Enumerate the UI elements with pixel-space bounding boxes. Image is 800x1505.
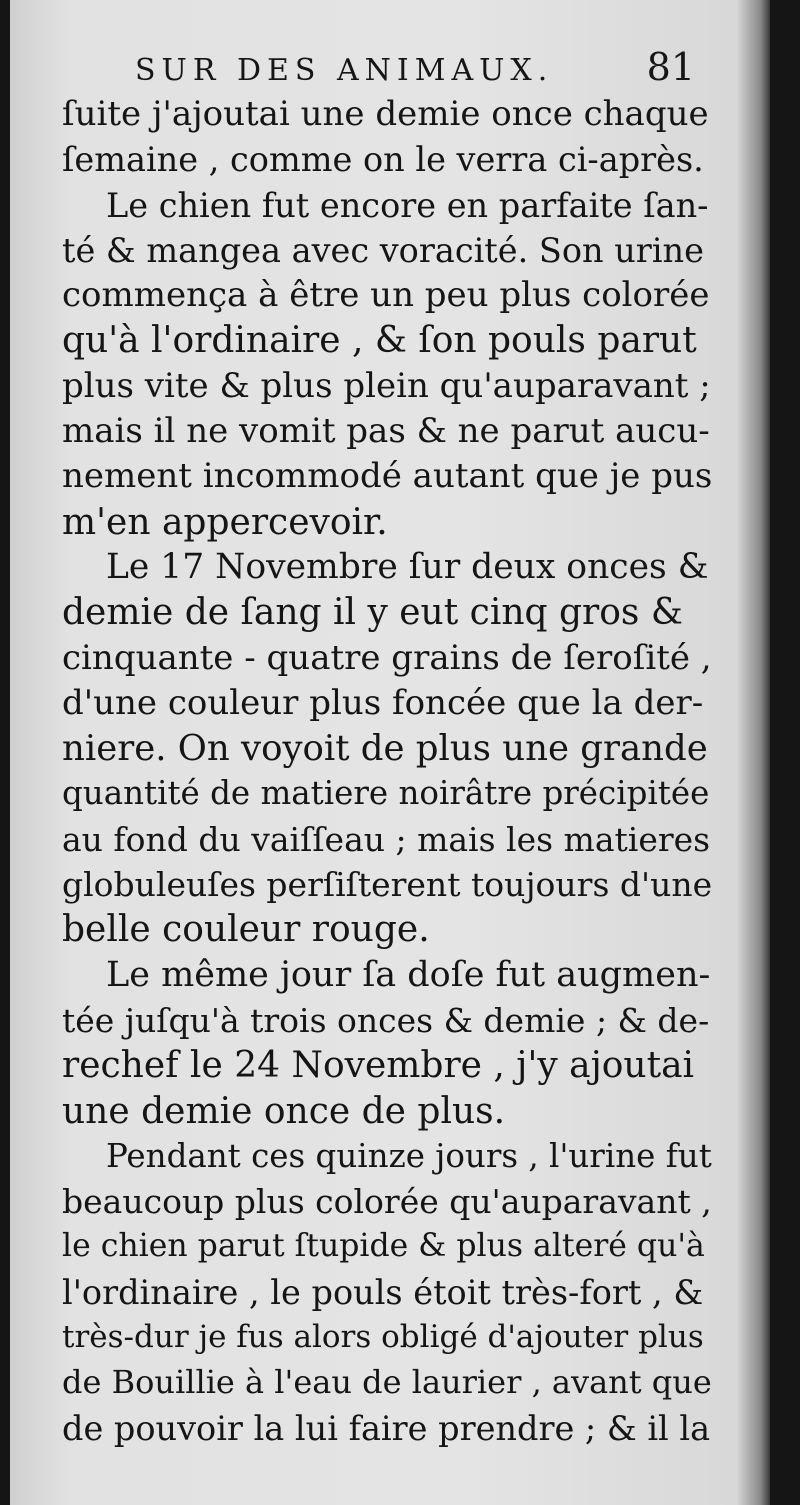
paragraph-start-line: Le 17 Novembre ſur deux onces & [106,546,709,587]
page-header [135,45,695,95]
text-line: demie de ſang il y eut cinq gros & [62,592,683,634]
text-line: belle couleur rouge. [62,909,430,951]
text-line: commença à être un peu plus colorée [62,275,710,316]
text-line: plus vite & plus plein qu'auparavant ; [62,365,711,406]
text-line: de Bouillie à l'eau de laurier , avant que [62,1363,712,1402]
text-line: le chien parut ſtupide & plus alteré qu'à [62,1228,705,1265]
page-edge-shadow [738,0,770,1505]
text-line: niere. On voyoit de plus une grande [62,728,708,770]
text-line: très-dur je fus alors obligé d'ajouter plus [62,1319,704,1356]
text-line: cinquante - quatre grains de ſeroſité , [62,637,712,678]
text-line: quantité de matiere noirâtre précipitée [62,774,710,813]
text-line: rechef le 24 Novembre , j'y ajoutai [62,1045,695,1087]
text-line: qu'à l'ordinaire , & ſon pouls parut [62,320,697,362]
text-line: ſuite j'ajoutai une demie once chaque [62,94,709,134]
page-number: 81 [646,45,695,89]
body-text [62,92,712,1451]
text-line: té & mangea avec voracité. Son urine [62,230,704,270]
paragraph-start-line: Le chien fut encore en parfaite ſan- [106,185,709,225]
text-line: beaucoup plus colorée qu'auparavant , [62,1182,712,1222]
text-line: une demie once de plus. [62,1090,506,1132]
text-line: de pouvoir la lui faire prendre ; & il la [62,1408,711,1448]
text-line: ſemaine , comme on le verra ci-après. [62,140,704,180]
paragraph-start-line: Le même jour ſa doſe fut augmen- [106,954,711,995]
text-line: l'ordinaire , le pouls étoit très-fort , & [62,1272,704,1312]
text-line: m'en appercevoir. [62,501,388,543]
text-line: au fond du vaiſſeau ; mais les matieres [62,819,711,859]
text-line: globuleuſes perſiſterent toujours d'une [62,865,713,905]
running-head: SUR DES ANIMAUX. [135,53,554,88]
text-line: mais il ne vomit pas & ne parut aucu- [62,411,710,452]
paragraph-start-line: Pendant ces quinze jours , l'urine fut [106,1136,712,1175]
text-line: tée juſqu'à trois onces & demie ; & de- [62,1000,710,1040]
text-line: d'une couleur plus foncée que la der- [62,682,704,723]
text-line: nement incommodé autant que je pus [62,456,713,497]
book-page [10,0,770,1505]
